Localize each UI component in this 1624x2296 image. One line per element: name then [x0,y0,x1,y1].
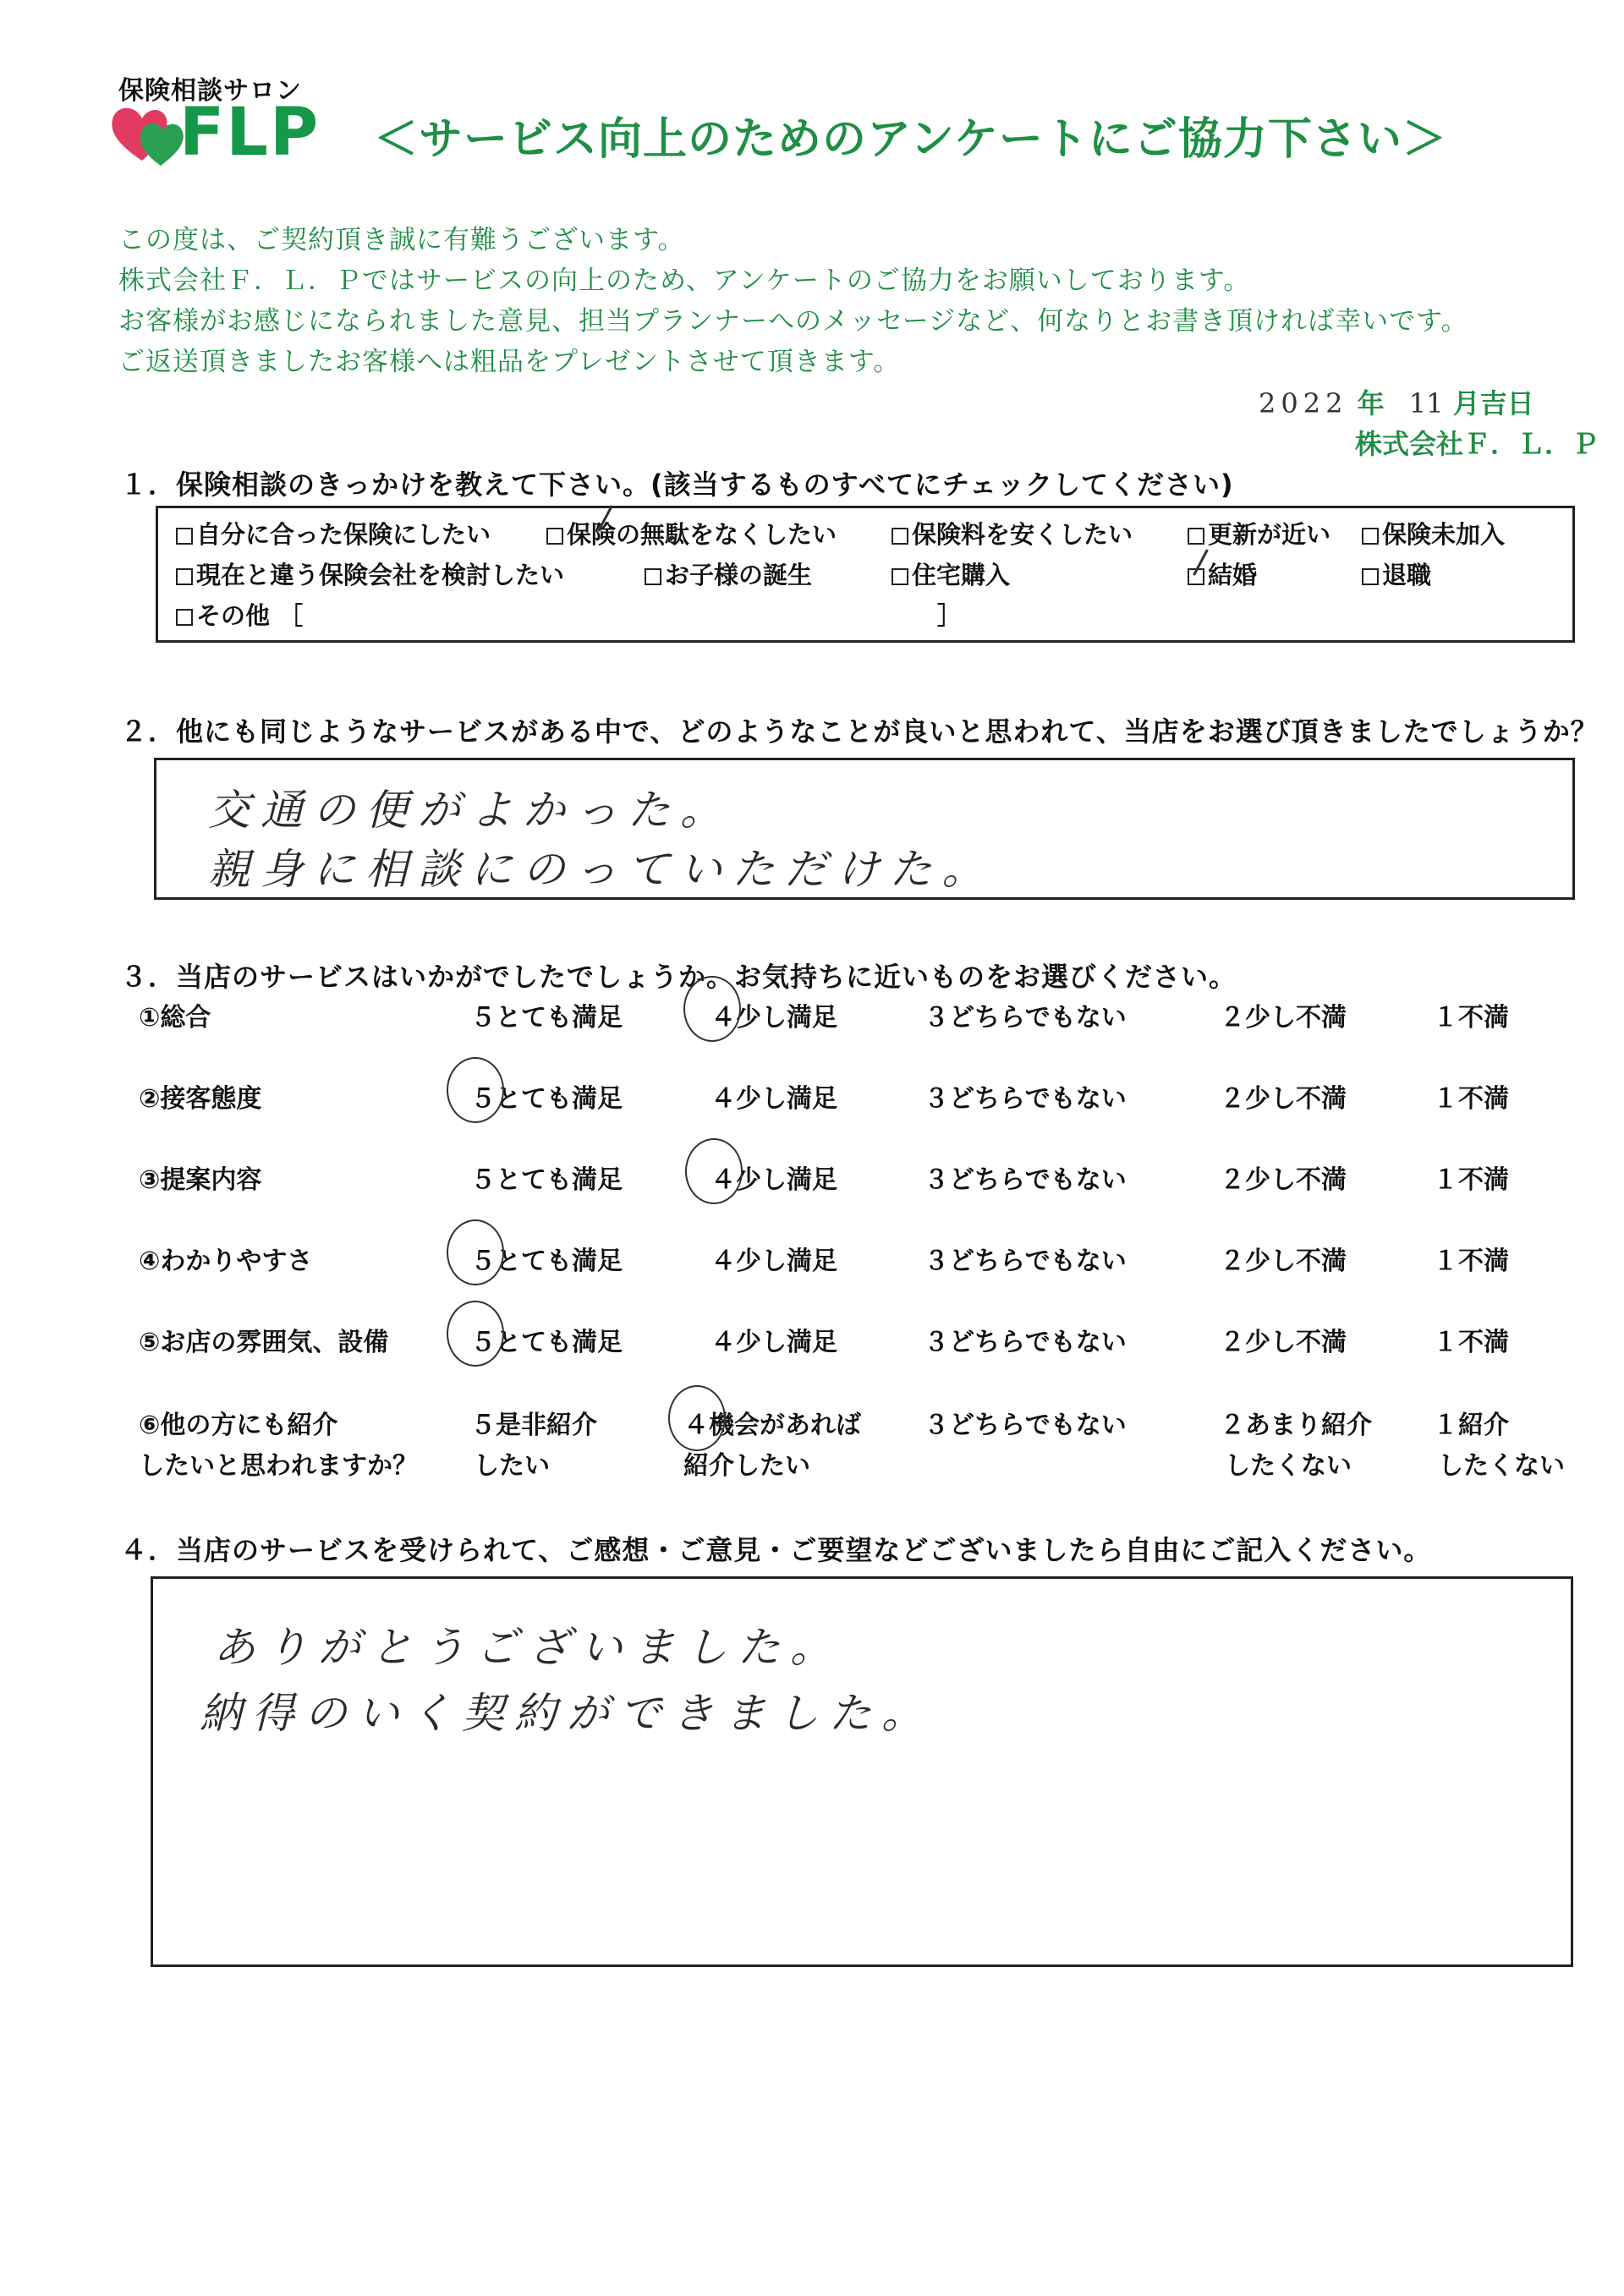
q1-question: １．保険相談のきっかけを教えて下さい。(該当するものすべてにチェックしてください) [120,469,1234,501]
q3-r3-choice-1[interactable]: １不満 [1433,1165,1509,1195]
q1-option-1[interactable]: 自分に合った保険にしたい [176,516,491,551]
selection-circle-icon [447,1057,504,1123]
q3-r1-choice-5[interactable]: ５とても満足 [470,1003,623,1033]
q3-r2-choice-3[interactable]: ３どちらでもない [924,1084,1127,1114]
q1-other-bracket-close: ］ [937,601,963,630]
date-month-handwritten: 11 [1408,387,1444,419]
intro-line-4: ご返送頂きましたお客様へは粗品をプレゼントさせて頂きます。 [118,347,901,377]
checkbox-icon [176,528,193,545]
q3-r6-choice-3[interactable]: ３どちらでもない [924,1411,1127,1440]
q3-r4-choice-2[interactable]: ２少し不満 [1220,1247,1347,1276]
q3-row-label-6-line-2: したいと思われますか？ [139,1451,418,1481]
q2-question: ２．他にも同じようなサービスがある中で、どのようなことが良いと思われて、当店をお選び頂きましたでしょうか？ [120,715,1599,748]
q1-option-3[interactable]: 保険料を安くしたい [892,516,1133,551]
q1-option-8[interactable]: 住宅購入 [892,556,1010,591]
q3-r1-choice-3[interactable]: ３どちらでもない [924,1003,1127,1033]
checkbox-icon [892,528,908,545]
page-title: ＜サービス向上のためのアンケートにご協力下さい＞ [374,114,1447,165]
q3-r4-choice-4[interactable]: ４少し満足 [710,1247,837,1276]
q1-option-9[interactable]: 結婚 [1188,556,1257,591]
q3-r6-choice-1[interactable]: １紹介 [1433,1411,1509,1440]
q3-row-label-3: ③提案内容 [139,1165,262,1195]
q3-row-label-2: ②接客態度 [139,1084,262,1114]
q4-question: ４．当店のサービスを受けられて、ご感想・ご意見・ご要望などございましたら自由にご記入ください。 [120,1534,1432,1566]
checkbox-icon [1188,528,1204,545]
q3-r2-choice-4[interactable]: ４少し満足 [710,1084,837,1114]
q3-r5-choice-1[interactable]: １不満 [1433,1328,1509,1357]
checkbox-icon [892,568,908,585]
q1-option-other[interactable]: その他 ［ [176,597,303,632]
q3-r6-choice-2[interactable]: ２あまり紹介 [1220,1411,1372,1440]
q3-r6-choice-4-line-2: 紹介したい [683,1451,810,1481]
q3-r2-choice-2[interactable]: ２少し不満 [1220,1084,1347,1114]
intro-line-1: この度は、ご契約頂き誠に有難うございます。 [118,225,685,255]
q3-question: ３．当店のサービスはいかがでしたでしょうか。お気持ちに近いものをお選びください。 [120,961,1237,993]
q3-r1-choice-4[interactable]: ４少し満足 [710,1003,837,1033]
checkbox-icon [1362,568,1379,585]
q3-r3-choice-2[interactable]: ２少し不満 [1220,1165,1347,1195]
logo-subtitle: 保険相談サロン [118,76,302,106]
q3-r1-choice-1[interactable]: １不満 [1433,1003,1509,1033]
logo-text: FLP [179,95,321,171]
date-line [1259,382,1534,421]
q3-r2-choice-1[interactable]: １不満 [1433,1084,1509,1114]
q2-answer-line-2: 親身に相談にのっていただけた。 [208,845,995,894]
q3-r3-choice-4[interactable]: ４少し満足 [710,1165,837,1195]
q3-r3-choice-5[interactable]: ５とても満足 [470,1165,623,1195]
intro-line-3: お客様がお感じになられました意見、担当プランナーへのメッセージなど、何なりとお書き頂ければ幸いです。 [118,306,1468,337]
q3-r6-choice-2-line-2: したくない [1225,1451,1352,1481]
q2-answer-line-1: 交通の便がよかった。 [208,786,732,835]
q1-option-5[interactable]: 保険未加入 [1362,516,1505,551]
date-year-label: 年 [1357,387,1385,419]
q3-r5-choice-2[interactable]: ２少し不満 [1220,1328,1347,1357]
q1-option-4[interactable]: 更新が近い [1188,516,1330,551]
q3-row-label-5: ⑤お店の雰囲気、設備 [139,1328,389,1357]
q4-answer-line-2: 納得のいく契約ができました。 [200,1689,934,1738]
q3-r6-choice-4[interactable]: ４機会があれば [683,1411,861,1440]
q1-option-6[interactable]: 現在と違う保険会社を検討したい [176,556,564,591]
q3-r3-choice-3[interactable]: ３どちらでもない [924,1165,1127,1195]
date-month-label: 月吉日 [1452,387,1534,419]
selection-circle-icon [685,1138,743,1204]
q3-r4-choice-3[interactable]: ３どちらでもない [924,1247,1127,1276]
checkbox-icon [176,568,193,585]
selection-circle-icon [447,1301,504,1367]
checkbox-icon [546,528,563,545]
q3-row-label-1: ①総合 [139,1003,211,1033]
intro-line-2: 株式会社Ｆ．Ｌ．Ｐではサービスの向上のため、アンケートのご協力をお願いしております。 [118,266,1251,296]
q3-r5-choice-3[interactable]: ３どちらでもない [924,1328,1127,1357]
selection-circle-icon [447,1219,504,1285]
checkbox-icon [645,568,661,585]
selection-circle-icon [683,976,741,1042]
q3-r4-choice-1[interactable]: １不満 [1433,1247,1509,1276]
q1-option-2[interactable]: 保険の無駄をなくしたい [546,516,837,551]
date-year-handwritten: 2022 [1259,387,1348,419]
q4-answer-line-1: ありがとうございました。 [213,1623,842,1672]
q3-r6-choice-5[interactable]: ５是非紹介 [470,1411,597,1440]
company-name: 株式会社Ｆ．Ｌ．Ｐ [1355,428,1599,460]
q3-r5-choice-4[interactable]: ４少し満足 [710,1328,837,1357]
q1-option-7[interactable]: お子様の誕生 [645,556,812,591]
q1-option-10[interactable]: 退職 [1362,556,1431,591]
q3-r1-choice-2[interactable]: ２少し不満 [1220,1003,1347,1033]
q3-r6-choice-5-line-2: したい [474,1451,550,1481]
q3-row-label-4: ④わかりやすさ [139,1247,313,1276]
selection-circle-icon [668,1385,726,1451]
checkbox-icon [176,609,193,626]
checkbox-icon [1362,528,1379,545]
q3-row-label-6-line-1: ⑥他の方にも紹介 [139,1411,338,1440]
q3-r5-choice-5[interactable]: ５とても満足 [470,1328,623,1357]
q3-r4-choice-5[interactable]: ５とても満足 [470,1247,623,1276]
q3-r2-choice-5[interactable]: ５とても満足 [470,1084,623,1114]
q3-r6-choice-1-line-2: したくない [1438,1451,1565,1481]
